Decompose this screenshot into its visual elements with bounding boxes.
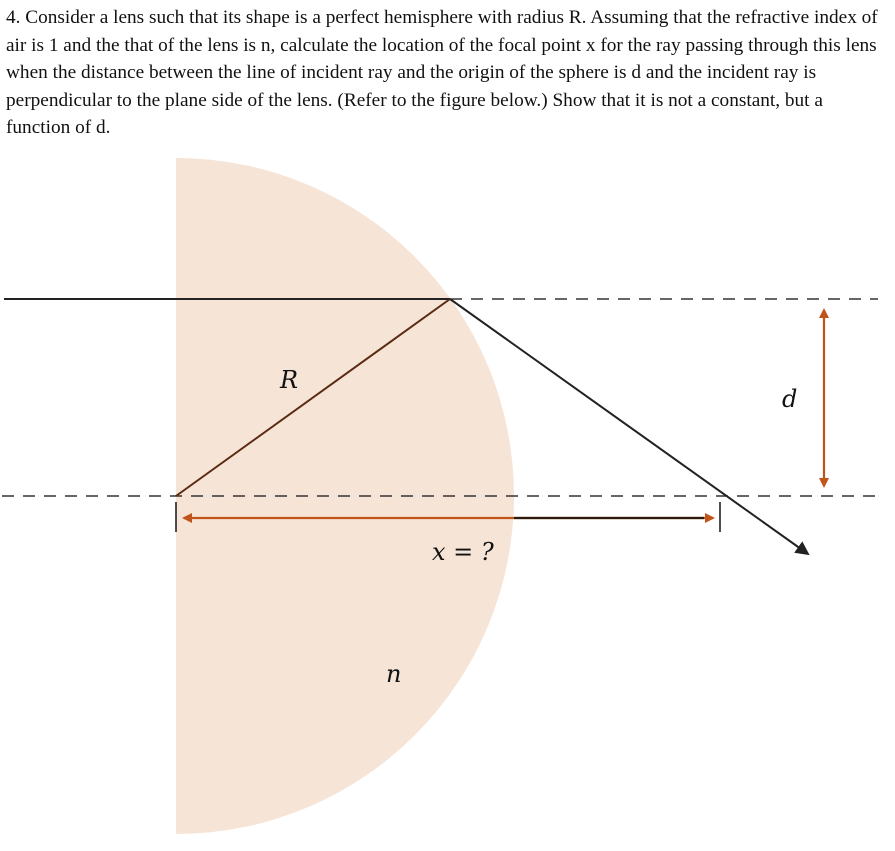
problem-statement: 4. Consider a lens such that its shape is a perfect hemisphere with radius R. Assuming that the refractive index of air is 1 and the that of the lens is n, calculate the location of the focal point x for the ray passing through this lens when the distance between the line of incident ray and the origin of the sphere is d and the incident ray is perpendicular to the plane side of the lens. (Refer to the figure below.) Show that it is not a constant, but a function of d. xyxy=(6,7,878,138)
focal-distance-label: x = ? xyxy=(432,538,494,566)
distance-label: d xyxy=(782,385,798,413)
radius-label: R xyxy=(280,366,299,394)
refractive-index-label: n xyxy=(386,660,402,688)
